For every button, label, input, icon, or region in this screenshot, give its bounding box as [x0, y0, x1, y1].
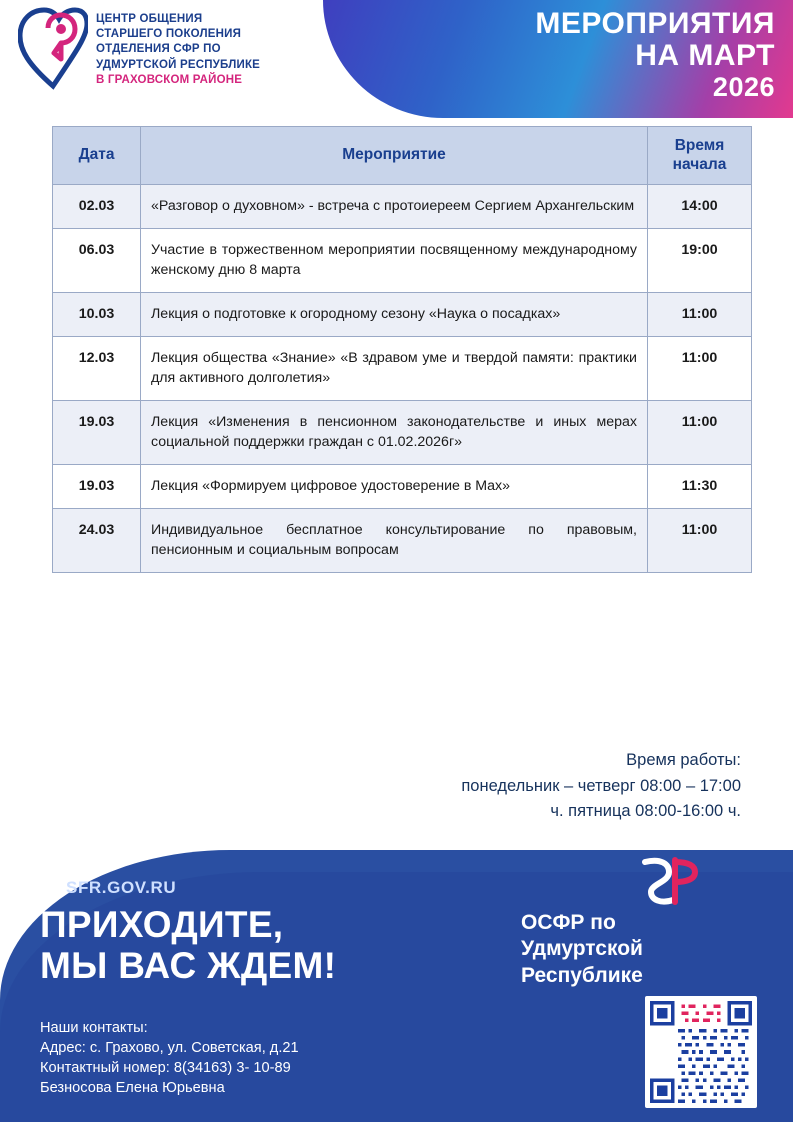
heart-location-pin-logo-icon [18, 6, 88, 92]
sfr-logo-icon [639, 856, 701, 906]
table-row [53, 508, 752, 572]
cell-time: 11:00 [648, 292, 752, 336]
org-line-2: СТАРШЕГО ПОКОЛЕНИЯ [96, 28, 242, 41]
events-table [52, 126, 752, 573]
organization-name [96, 6, 260, 88]
footer-slogan [40, 904, 336, 987]
org-line-3: ОТДЕЛЕНИЯ СФР ПО [96, 43, 221, 56]
working-hours-weekdays: понедельник – четверг 08:00 – 17:00 [461, 776, 741, 795]
cell-date: 19.03 [53, 400, 141, 464]
table-row [53, 464, 752, 508]
column-header-event: Мероприятие [141, 127, 648, 185]
header-banner [323, 0, 793, 118]
column-header-date: Дата [53, 127, 141, 185]
cell-event: «Разговор о духовном» - встреча с протоиереем Сергием Архангельским [141, 185, 648, 229]
cell-date: 12.03 [53, 336, 141, 400]
cell-event: Лекция «Изменения в пенсионном законодательстве и иных мерах социальной поддержки граждан с 01.02.2026г» [141, 400, 648, 464]
header-banner-text [535, 8, 775, 102]
contacts-phone: Контактный номер: 8(34163) 3- 10-89 [40, 1060, 291, 1077]
working-hours-block [311, 748, 741, 825]
cell-date: 10.03 [53, 292, 141, 336]
org-district: В ГРАХОВСКОМ РАЙОНЕ [96, 73, 243, 86]
cell-event: Индивидуальное бесплатное консультирование по правовым, пенсионным и социальным вопросам [141, 508, 648, 572]
footer-block [0, 850, 793, 1122]
contacts-title: Наши контакты: [40, 1020, 148, 1036]
cell-date: 19.03 [53, 464, 141, 508]
working-hours-title: Время работы: [626, 751, 741, 769]
table-row [53, 228, 752, 292]
footer-slogan-line2: МЫ ВАС ЖДЕМ! [40, 945, 337, 987]
table-row [53, 336, 752, 400]
cell-time: 11:00 [648, 400, 752, 464]
cell-time: 11:30 [648, 464, 752, 508]
org-line-4: УДМУРТСКОЙ РЕСПУБЛИКЕ [96, 58, 261, 71]
cell-time: 11:00 [648, 508, 752, 572]
contacts-address: Адрес: с. Грахово, ул. Советская, д.21 [40, 1040, 299, 1057]
events-table-body [53, 185, 752, 573]
contacts-person: Безносова Елена Юрьевна [40, 1080, 225, 1097]
cell-date: 06.03 [53, 228, 141, 292]
column-header-time-line1: Время [674, 137, 725, 154]
banner-title-line1: МЕРОПРИЯТИЯ [535, 7, 775, 40]
working-hours-friday: ч. пятница 08:00-16:00 ч. [550, 802, 741, 821]
footer-contacts [40, 1018, 299, 1099]
cell-event: Лекция о подготовке к огородному сезону «Наука о посадках» [141, 292, 648, 336]
table-row [53, 292, 752, 336]
organization-logo-block [18, 6, 260, 92]
cell-date: 02.03 [53, 185, 141, 229]
cell-time: 19:00 [648, 228, 752, 292]
cell-event: Участие в торжественном мероприятии посвященному международному женскому дню 8 марта [141, 228, 648, 292]
org-line-1: ЦЕНТР ОБЩЕНИЯ [96, 13, 203, 25]
cell-date: 24.03 [53, 508, 141, 572]
poster-header [0, 0, 793, 118]
osfr-region-name [521, 910, 681, 989]
events-table-container [52, 126, 752, 573]
osfr-line-3: Республике [521, 963, 643, 987]
table-row [53, 400, 752, 464]
column-header-time-line2: начала [672, 155, 727, 173]
cell-time: 11:00 [648, 336, 752, 400]
cell-event: Лекция общества «Знание» «В здравом уме и твердой памяти: практики для активного долголетия» [141, 336, 648, 400]
qr-code-icon[interactable] [645, 996, 757, 1108]
site-url[interactable]: SFR.GOV.RU [66, 878, 177, 897]
banner-title-line2: НА МАРТ [635, 39, 775, 73]
cell-time: 14:00 [648, 185, 752, 229]
table-header-row [53, 127, 752, 185]
banner-title-year: 2026 [712, 71, 775, 102]
cell-event: Лекция «Формируем цифровое удостоверение в Max» [141, 464, 648, 508]
footer-slogan-line1: ПРИХОДИТЕ, [40, 904, 284, 945]
osfr-line-2: Удмуртской [521, 937, 643, 961]
table-row [53, 185, 752, 229]
column-header-time [648, 127, 752, 185]
osfr-line-1: ОСФР по [521, 911, 616, 934]
